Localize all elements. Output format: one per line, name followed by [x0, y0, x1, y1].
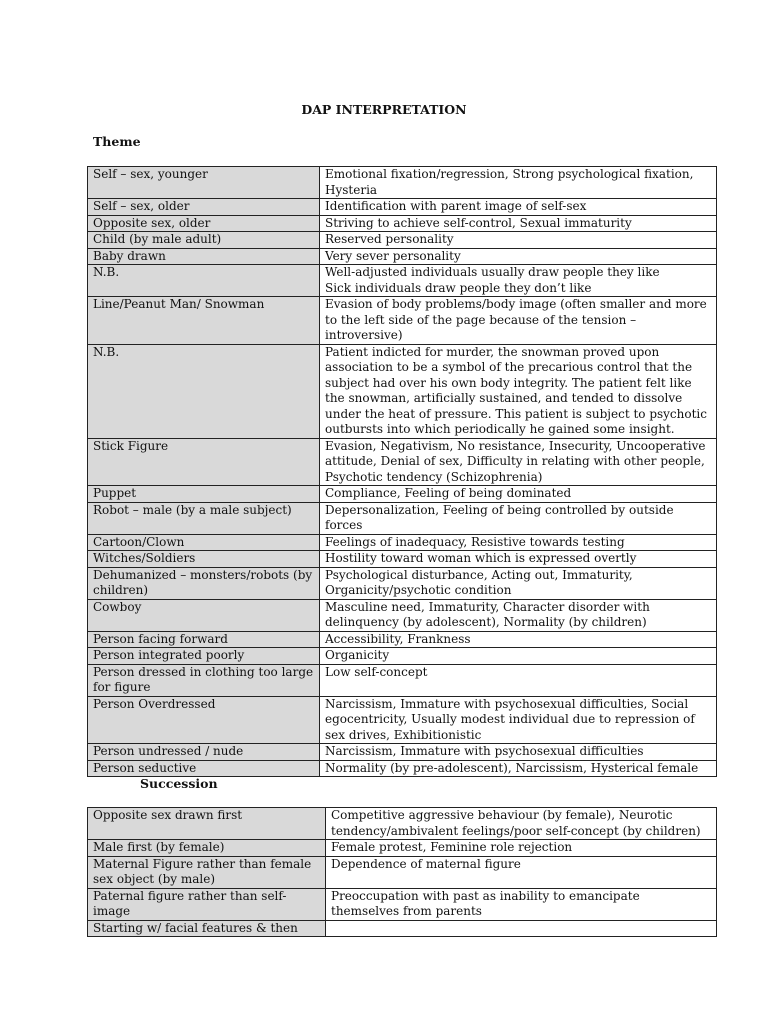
table-row — [88, 167, 717, 199]
row-interpretation-cell: Well-adjusted individuals usually draw people they like Sick individuals draw people they don’t like — [320, 265, 717, 297]
row-interpretation-cell: Narcissism, Immature with psychosexual difficulties — [320, 744, 717, 761]
table-row — [88, 840, 717, 857]
table-row — [88, 502, 717, 534]
table-row — [88, 438, 717, 486]
succession-table — [87, 807, 717, 937]
row-interpretation-cell: Depersonalization, Feeling of being controlled by outside forces — [320, 502, 717, 534]
table-row — [88, 265, 717, 297]
row-label-cell: Person undressed / nude — [88, 744, 320, 761]
row-interpretation-cell: Evasion, Negativism, No resistance, Insecurity, Uncooperative attitude, Denial of sex, Difficulty in relating with other people, Psychotic tendency (Schizophrenia) — [320, 438, 717, 486]
row-label-cell: Line/Peanut Man/ Snowman — [88, 297, 320, 345]
table-row — [88, 664, 717, 696]
table-row — [88, 920, 717, 937]
row-label-cell: Witches/Soldiers — [88, 551, 320, 568]
table-row — [88, 888, 717, 920]
row-label-cell: Paternal figure rather than self-image — [88, 888, 326, 920]
row-label-cell: Male first (by female) — [88, 840, 326, 857]
row-interpretation-cell: Feelings of inadequacy, Resistive towards testing — [320, 534, 717, 551]
row-label-cell: Opposite sex, older — [88, 215, 320, 232]
table-row — [88, 808, 717, 840]
table-row — [88, 199, 717, 216]
row-label-cell: Child (by male adult) — [88, 232, 320, 249]
table-row — [88, 297, 717, 345]
row-label-cell: Person Overdressed — [88, 696, 320, 744]
row-label-cell: Person dressed in clothing too large for figure — [88, 664, 320, 696]
row-label-cell: Cartoon/Clown — [88, 534, 320, 551]
table-row — [88, 215, 717, 232]
row-label-cell: N.B. — [88, 344, 320, 438]
row-label-cell: N.B. — [88, 265, 320, 297]
row-label-cell: Person facing forward — [88, 631, 320, 648]
row-interpretation-cell: Striving to achieve self-control, Sexual immaturity — [320, 215, 717, 232]
page-title: DAP INTERPRETATION — [301, 102, 467, 117]
row-interpretation-cell: Female protest, Feminine role rejection — [326, 840, 717, 857]
section-heading-theme: Theme — [93, 134, 141, 149]
row-interpretation-cell: Masculine need, Immaturity, Character disorder with delinquency (by adolescent), Normality (by children) — [320, 599, 717, 631]
table-row — [88, 567, 717, 599]
row-label-cell: Robot – male (by a male subject) — [88, 502, 320, 534]
table-row — [88, 534, 717, 551]
table-row — [88, 486, 717, 503]
row-label-cell: Starting w/ facial features & then — [88, 920, 326, 937]
row-interpretation-cell: Very sever personality — [320, 248, 717, 265]
row-label-cell: Maternal Figure rather than female sex object (by male) — [88, 856, 326, 888]
row-label-cell: Baby drawn — [88, 248, 320, 265]
row-interpretation-cell: Low self-concept — [320, 664, 717, 696]
table-row — [88, 631, 717, 648]
row-label-cell: Puppet — [88, 486, 320, 503]
table-row — [88, 248, 717, 265]
table-row — [88, 551, 717, 568]
table-row — [88, 232, 717, 249]
row-interpretation-cell: Dependence of maternal figure — [326, 856, 717, 888]
row-interpretation-cell — [326, 920, 717, 937]
row-interpretation-cell: Narcissism, Immature with psychosexual difficulties, Social egocentricity, Usually modest individual due to repression of sex drives, Exhibitionistic — [320, 696, 717, 744]
row-interpretation-cell: Psychological disturbance, Acting out, Immaturity, Organicity/psychotic condition — [320, 567, 717, 599]
row-interpretation-cell: Evasion of body problems/body image (often smaller and more to the left side of the page because of the tension – introversive) — [320, 297, 717, 345]
table-row — [88, 648, 717, 665]
row-interpretation-cell: Hostility toward woman which is expressed overtly — [320, 551, 717, 568]
row-label-cell: Person seductive — [88, 760, 320, 777]
row-label-cell: Stick Figure — [88, 438, 320, 486]
row-label-cell: Cowboy — [88, 599, 320, 631]
table-row — [88, 760, 717, 777]
table-row — [88, 599, 717, 631]
table-row — [88, 344, 717, 438]
row-interpretation-cell: Organicity — [320, 648, 717, 665]
row-interpretation-cell: Identification with parent image of self-sex — [320, 199, 717, 216]
theme-table — [87, 166, 717, 777]
row-label-cell: Opposite sex drawn first — [88, 808, 326, 840]
row-label-cell: Self – sex, younger — [88, 167, 320, 199]
table-row — [88, 744, 717, 761]
row-interpretation-cell: Patient indicted for murder, the snowman proved upon association to be a symbol of the precarious control that the subject had over his own body integrity. The patient felt like the snowman, artificially sustained, and tended to dissolve under the heat of pressure. This patient is subject to psychotic outbursts into which periodically he gained some insight. — [320, 344, 717, 438]
row-interpretation-cell: Accessibility, Frankness — [320, 631, 717, 648]
row-label-cell: Person integrated poorly — [88, 648, 320, 665]
row-interpretation-cell: Compliance, Feeling of being dominated — [320, 486, 717, 503]
table-row — [88, 856, 717, 888]
row-label-cell: Self – sex, older — [88, 199, 320, 216]
table-row — [88, 696, 717, 744]
row-interpretation-cell: Reserved personality — [320, 232, 717, 249]
row-label-cell: Dehumanized – monsters/robots (by children) — [88, 567, 320, 599]
row-interpretation-cell: Normality (by pre-adolescent), Narcissism, Hysterical female — [320, 760, 717, 777]
row-interpretation-cell: Preoccupation with past as inability to emancipate themselves from parents — [326, 888, 717, 920]
section-heading-succession: Succession — [140, 776, 218, 791]
row-interpretation-cell: Competitive aggressive behaviour (by female), Neurotic tendency/ambivalent feelings/poor self-concept (by children) — [326, 808, 717, 840]
row-interpretation-cell: Emotional fixation/regression, Strong psychological fixation, Hysteria — [320, 167, 717, 199]
